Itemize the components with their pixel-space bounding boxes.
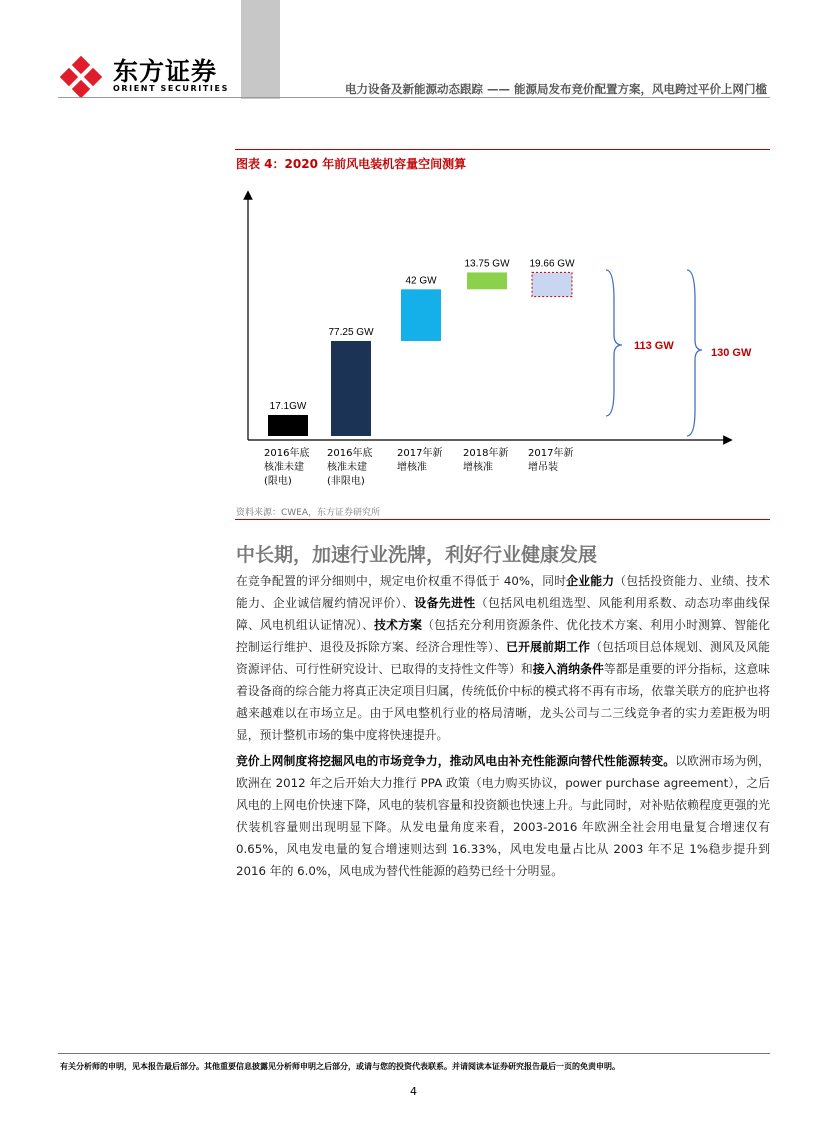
bold-term: 已开展前期工作 <box>506 640 591 654</box>
section-title: 中长期，加速行业洗牌，利好行业健康发展 <box>236 544 598 566</box>
text-run: （包括风电机组选型、风能利用系数、动态功率曲线保障、风电机组认证情况）、 <box>236 596 770 632</box>
header-divider <box>58 97 770 98</box>
figure-top-rule <box>235 149 770 150</box>
category-label-1-0: 2016年底 <box>327 448 373 459</box>
bar-value-label-2: 42 GW <box>405 275 437 287</box>
bar-2 <box>401 289 441 341</box>
text-run: 在竞争配置的评分细则中，规定电价权重不得低于 40%，同时 <box>236 574 567 588</box>
bracket-130 <box>687 270 702 436</box>
category-label-1-2: (非限电) <box>327 476 365 487</box>
bold-term: 技术方案 <box>374 618 423 632</box>
figure-title: 图表 4：2020 年前风电装机容量空间测算 <box>236 157 467 171</box>
running-header: 电力设备及新能源动态跟踪 —— 能源局发布竞价配置方案，风电跨过平价上网门槛 <box>344 82 767 96</box>
logo-chinese: 东方证券 <box>113 57 218 86</box>
category-label-0-1: 核准未建 <box>264 462 304 473</box>
figure-source: 资料来源：CWEA，东方证券研究所 <box>236 508 381 518</box>
bold-term: 接入消纳条件 <box>532 662 604 676</box>
paragraph-2 <box>236 750 770 882</box>
bold-term: 企业能力 <box>566 574 615 588</box>
annotation-130: 130 GW <box>711 347 752 359</box>
category-label-3-1: 增核准 <box>463 462 493 473</box>
paragraph-1 <box>236 570 770 746</box>
annotation-113: 113 GW <box>634 340 674 352</box>
logo-english: ORIENT SECURITIES <box>113 84 229 93</box>
category-label-2-1: 增核准 <box>397 462 427 473</box>
text-run: （包括项目总体规划、测风及风能资源评估、可行性研究设计、已取得的支持性文件等）和 <box>236 640 770 676</box>
category-label-3-0: 2018年新 <box>463 448 509 459</box>
header-gray-bar <box>241 0 280 99</box>
category-label-1-1: 核准未建 <box>327 462 367 473</box>
footer-disclaimer: 有关分析师的申明，见本报告最后部分。其他重要信息披露见分析师申明之后部分，或请与您的投资代表联系。并请阅读本证券研究报告最后一页的免责申明。 <box>60 1062 620 1071</box>
bold-term: 竞价上网制度将挖掘风电的市场竞争力，推动风电由补充性能源向替代性能源转变。 <box>236 754 676 768</box>
bar-1 <box>331 341 371 436</box>
text-run: （包括充分利用资源条件、优化技术方案、利用小时测算、智能化控制运行维护、退役及拆除方案、经济合理性等）、 <box>236 618 770 654</box>
category-label-0-0: 2016年底 <box>264 448 310 459</box>
bar-value-label-4: 19.66 GW <box>529 258 575 270</box>
bracket-113 <box>606 270 622 416</box>
waterfall-chart <box>230 190 770 490</box>
bar-3 <box>467 272 507 289</box>
text-run: 以欧洲市场为例，欧洲在 2012 年之后开始大力推行 PPA 政策（电力购买协议，power purchase agreement），之后风电的上网电价快速下降，风电的装机容量和投资额也快速上升。与此同时，对补贴依赖程度更强的光伏装机容量则出现明显下降。从发电量角度来看，2003-2016 年欧洲全社会用电量复合增速仅有 0.65%，风电发电量的复合增速则达到 16.33%，风电发电量占比从 2003 年不足 1%稳步提升到 2016 年的 6.0%，风电成为替代性能源的趋势已经十分明显。 <box>236 754 770 878</box>
category-label-0-2: (限电) <box>264 476 292 487</box>
bar-value-label-1: 77.25 GW <box>328 326 374 338</box>
bar-value-label-3: 13.75 GW <box>464 258 510 270</box>
orient-logo-icon <box>58 54 104 100</box>
category-label-4-0: 2017年新 <box>528 448 574 459</box>
bar-4 <box>532 272 572 296</box>
category-label-4-1: 增吊装 <box>528 462 558 473</box>
figure-bottom-rule <box>235 519 770 520</box>
bar-value-label-0: 17.1GW <box>269 400 307 412</box>
category-label-2-0: 2017年新 <box>397 448 443 459</box>
bar-0 <box>268 415 308 436</box>
text-run: （包括投资能力、业绩、技术能力、企业诚信履约情况评价）、 <box>236 574 770 610</box>
footer-divider <box>58 1053 770 1054</box>
bold-term: 设备先进性 <box>414 596 476 610</box>
page-number: 4 <box>410 1085 417 1098</box>
text-run: 等都是重要的评分指标，这意味着设备商的综合能力将真正决定项目归属，传统低价中标的模式将不再有市场，依靠关联方的庇护也将越来越难以在市场立足。由于风电整机行业的格局清晰，龙头公司与二三线竞争者的实力差距极为明显，预计整机市场的集中度将快速提升。 <box>236 662 770 742</box>
